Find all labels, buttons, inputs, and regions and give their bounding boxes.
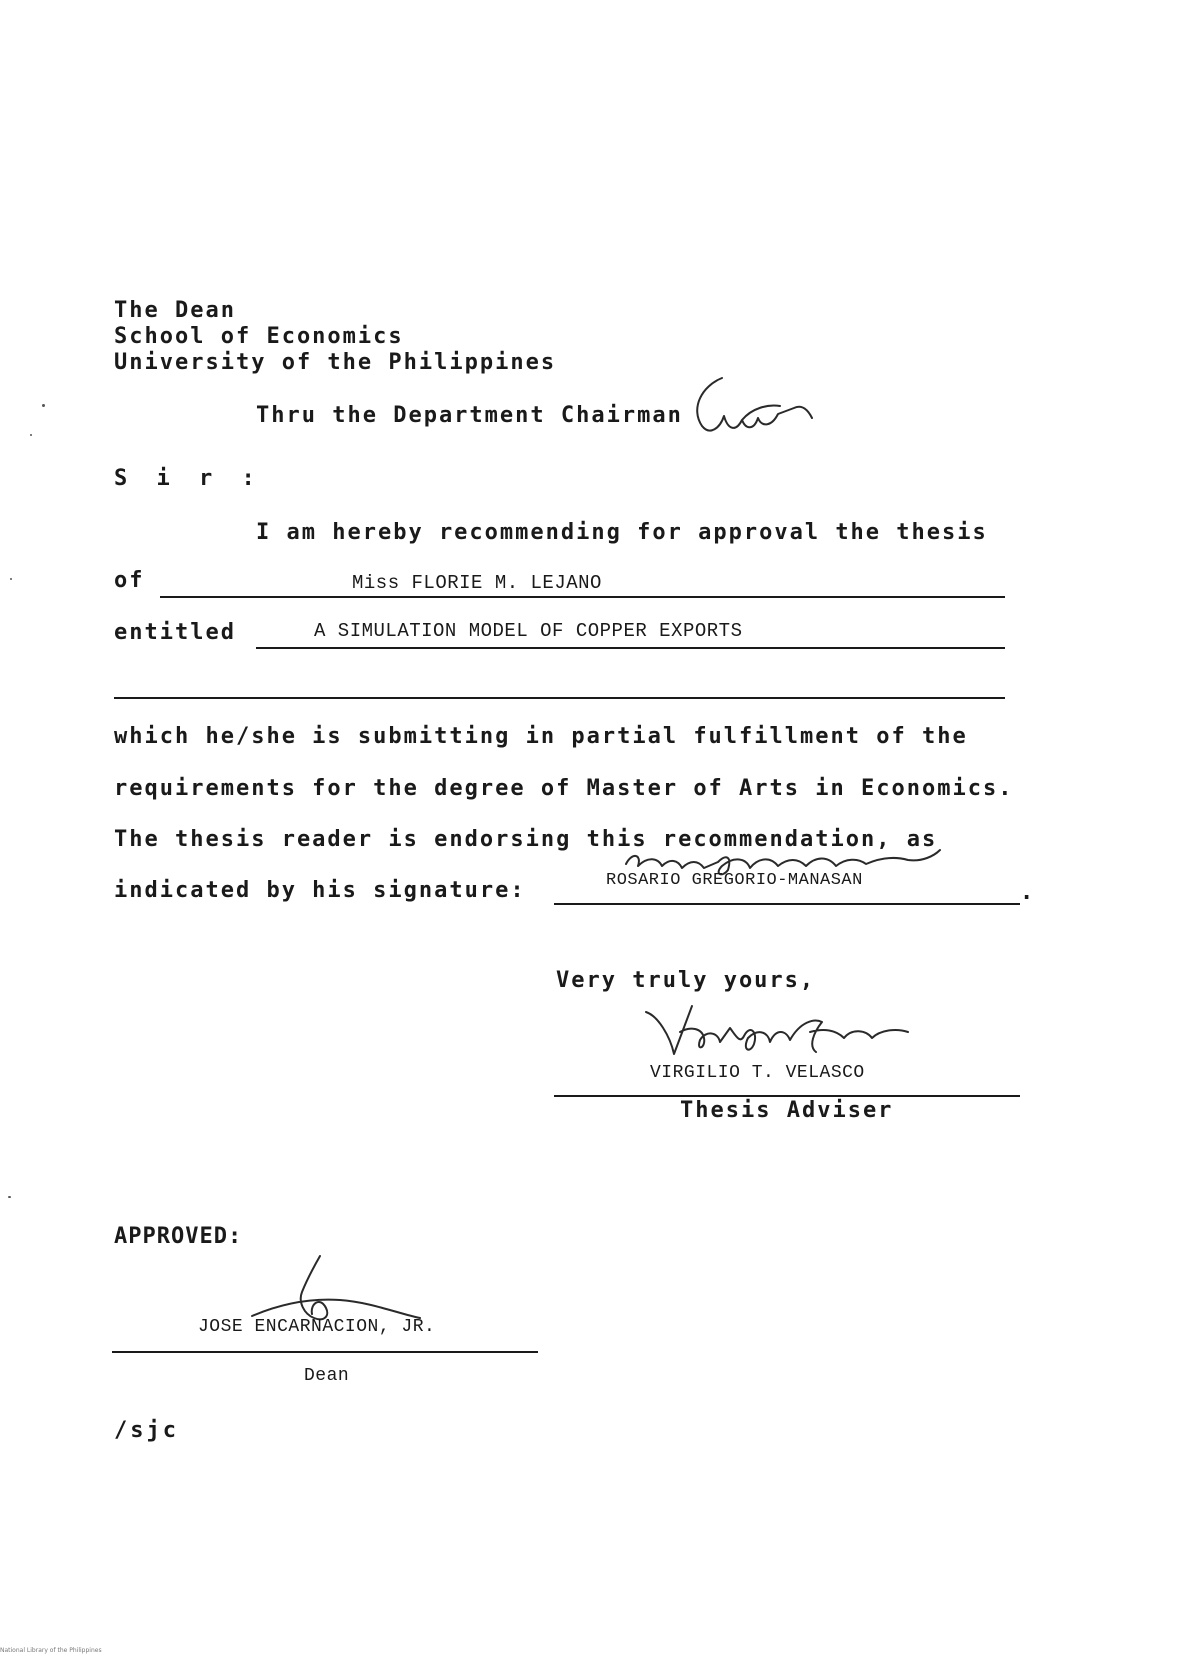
- entitled-label: entitled: [114, 620, 236, 645]
- scan-speck: [30, 434, 32, 436]
- thesis-title-rule: [256, 647, 1005, 649]
- adviser-signature: [640, 992, 920, 1072]
- chairman-signature: [682, 368, 822, 448]
- body-line-1: I am hereby recommending for approval the thesis: [256, 520, 988, 545]
- student-name-field: Miss FLORIE M. LEJANO: [352, 572, 602, 594]
- address-line-school: School of Economics: [114, 324, 404, 349]
- address-line-university: University of the Philippines: [114, 350, 557, 375]
- dean-name: JOSE ENCARNACION, JR.: [198, 1317, 436, 1337]
- reader-line-period: .: [1020, 880, 1036, 905]
- scan-speck: [42, 404, 45, 407]
- reader-name-field: ROSARIO GREGORIO-MANASAN: [606, 871, 863, 890]
- thesis-title-field: A SIMULATION MODEL OF COPPER EXPORTS: [314, 620, 743, 642]
- body-line-4: which he/she is submitting in partial fulfillment of the: [114, 724, 968, 749]
- body-line-6: The thesis reader is endorsing this recommendation, as: [114, 827, 938, 852]
- scan-speck: [8, 1196, 11, 1198]
- salutation: S i r :: [114, 466, 263, 491]
- student-name-rule: [160, 596, 1005, 598]
- dean-rule: [112, 1351, 538, 1353]
- adviser-name: VIRGILIO T. VELASCO: [650, 1063, 865, 1083]
- address-thru-chairman: Thru the Department Chairman: [256, 403, 683, 428]
- scanner-footer: National Library of the Philippines: [0, 1647, 102, 1654]
- of-label: of: [114, 568, 145, 593]
- approved-label: APPROVED:: [114, 1224, 243, 1249]
- scan-speck: [10, 578, 12, 580]
- thesis-title-rule-2: [114, 697, 1005, 699]
- address-line-dean: The Dean: [114, 298, 236, 323]
- reader-name-rule: [554, 903, 1020, 905]
- dean-title: Dean: [304, 1366, 350, 1386]
- body-line-7: indicated by his signature:: [114, 878, 526, 903]
- body-line-5: requirements for the degree of Master of Arts in Economics.: [114, 776, 1014, 801]
- adviser-rule: [554, 1095, 1020, 1097]
- typist-initials: /sjc: [114, 1418, 179, 1443]
- valediction: Very truly yours,: [556, 968, 816, 993]
- adviser-title: Thesis Adviser: [680, 1098, 894, 1123]
